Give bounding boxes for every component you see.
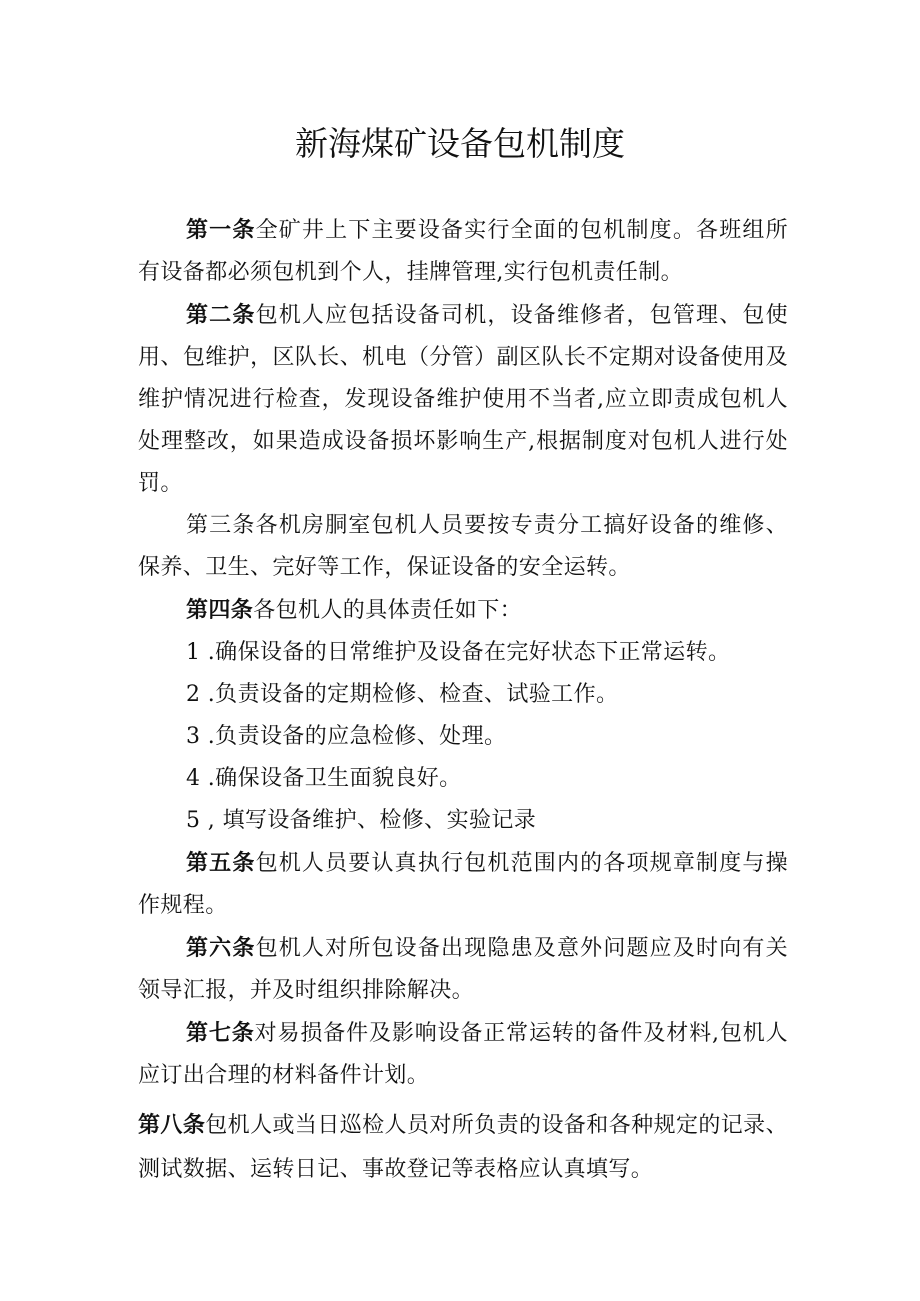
article-label: 第六条 xyxy=(186,935,256,961)
article-label: 第三条 xyxy=(186,513,256,538)
article-4 xyxy=(138,589,788,632)
document-body xyxy=(138,209,788,1192)
document-title: 新海煤矿设备包机制度 xyxy=(295,124,625,163)
article-text: 各机房胴室包机人员要按专责分工搞好设备的维修、保养、卫生、完好等工作，保证设备的安全运转。 xyxy=(138,513,789,580)
article-1 xyxy=(138,209,788,294)
article-7 xyxy=(138,1012,788,1097)
article-label: 第一条 xyxy=(186,217,256,243)
duty-item-1: 1 .确保设备的日常维护及设备在完好状态下正常运转。 xyxy=(186,640,731,665)
article-3 xyxy=(138,505,788,589)
article-5 xyxy=(138,842,788,927)
article-6 xyxy=(138,927,788,1012)
article-text: 对易损备件及影响设备正常运转的备件及材料,包机人应订出合理的材料备件计划。 xyxy=(138,1021,788,1088)
duty-item-5: 5 , 填写设备维护、检修、实验记录 xyxy=(186,808,537,833)
duty-item-3: 3 .负责设备的应急检修、处理。 xyxy=(186,724,507,749)
article-label: 第二条 xyxy=(186,302,256,328)
article-text: 包机人对所包设备出现隐患及意外问题应及时向有关领导汇报，并及时组织排除解决。 xyxy=(138,936,789,1003)
article-text: 包机人或当日巡检人员对所负责的设备和各种规定的记录、测试数据、运转日记、事故登记等表格应认真填写。 xyxy=(138,1113,789,1182)
article-label: 第七条 xyxy=(186,1020,255,1046)
article-text: 包机人员要认真执行包机范围内的各项规章制度与操作规程。 xyxy=(138,851,789,918)
article-label: 第四条 xyxy=(186,597,254,623)
article-2 xyxy=(138,294,788,505)
duty-item-2: 2 .负责设备的定期检修、检查、试验工作。 xyxy=(186,682,619,707)
article-label: 第八条 xyxy=(138,1112,206,1138)
article-text: 各包机人的具体责任如下： xyxy=(253,598,523,623)
article-text: 全矿井上下主要设备实行全面的包机制度。各班组所有设备都必须包机到个人，挂牌管理,实行包机责任制。 xyxy=(138,218,789,285)
article-8 xyxy=(138,1103,788,1192)
article-label: 第五条 xyxy=(186,850,256,876)
article-text: 包机人应包括设备司机，设备维修者，包管理、包使用、包维护，区队长、机电（分管）副区队长不定期对设备使用及维护情况进行检查，发现设备维护使用不当者,应立即责成包机人处理整改，如果造成设备损坏影响生产,根据制度对包机人进行处罚。 xyxy=(138,303,789,496)
duty-item-4: 4 .确保设备卫生面貌良好。 xyxy=(186,766,462,791)
